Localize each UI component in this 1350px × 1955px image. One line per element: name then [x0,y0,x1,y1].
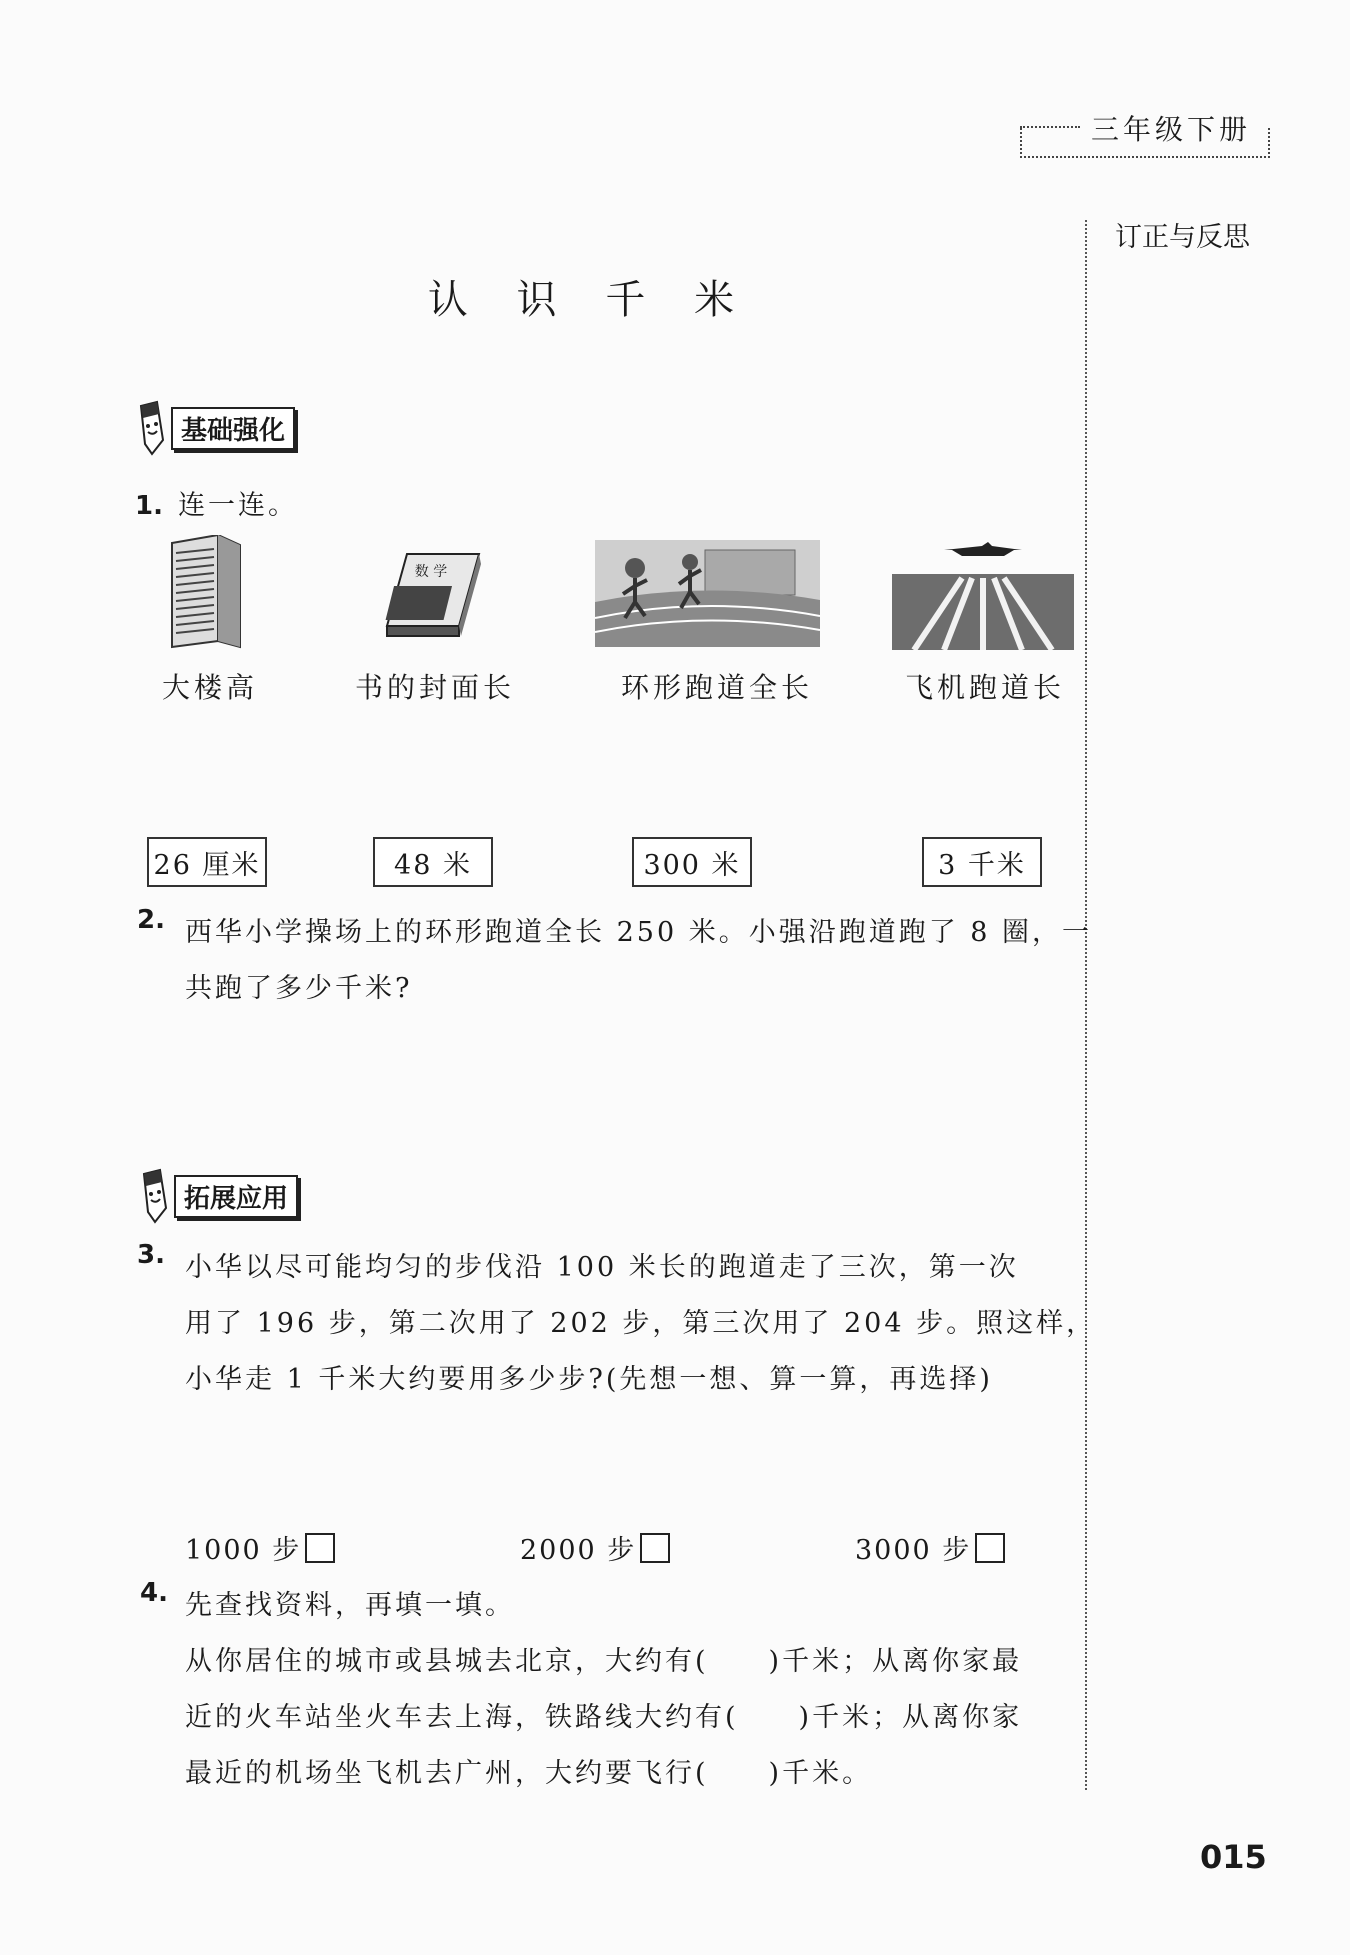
page-number: 015 [1200,1838,1267,1876]
page-title: 认 识 千 米 [427,277,753,323]
question-4-number: 4. [140,1578,168,1608]
question-1-prompt: 连一连。 [178,490,299,521]
pencil-icon [135,400,169,456]
airport-runway-image [892,538,1074,650]
question-2-line-2: 共跑了多少千米? [185,973,413,1004]
question-2-number: 2. [137,905,165,935]
item-label-track: 环形跑道全长 [620,671,813,704]
question-2 [137,905,165,935]
question-4-line-2 [185,1690,1022,1746]
building-image [168,535,244,650]
option-2000-label: 2000 步 [520,1535,637,1566]
unit-box-3km[interactable]: 3 千米 [922,837,1042,887]
pencil-icon [138,1168,172,1224]
option-1000[interactable] [185,1528,335,1567]
question-3-number: 3. [137,1240,165,1270]
option-2000-checkbox[interactable] [640,1533,670,1563]
option-1000-label: 1000 步 [185,1535,302,1566]
section-extend-label: 拓展应用 [174,1175,298,1218]
book-cover-text: 数 学 [414,564,448,580]
unit-box-26cm[interactable]: 26 厘米 [147,837,267,887]
question-4-prompt: 先查找资料，再填一填。 [185,1590,515,1621]
question-3 [137,1240,165,1270]
margin-divider [1085,220,1087,1790]
line-2-part-a: 近的火车站坐火车去上海，铁路线大约有( [185,1702,739,1733]
question-3-line-1: 小华以尽可能均匀的步伐沿 100 米长的跑道走了三次，第一次 [185,1252,1019,1283]
item-label-book: 书的封面长 [354,671,515,704]
option-3000[interactable] [855,1528,1005,1567]
section-basic [135,400,295,456]
question-3-line-3: 小华走 1 千米大约要用多少步?(先想一想、算一算，再选择) [185,1364,993,1395]
line-1-part-a: 从你居住的城市或县城去北京，大约有( [185,1646,709,1677]
unit-box-300m[interactable]: 300 米 [632,837,752,887]
section-basic-label: 基础强化 [171,407,295,450]
unit-box-48m[interactable]: 48 米 [373,837,493,887]
question-3-line-2: 用了 196 步，第二次用了 202 步，第三次用了 204 步。照这样， [185,1308,1097,1339]
option-1000-checkbox[interactable] [305,1533,335,1563]
question-4-line-3 [185,1746,872,1802]
question-2-line-1: 西华小学操场上的环形跑道全长 250 米。小强沿跑道跑了 8 圈，一 [185,917,1093,948]
option-3000-checkbox[interactable] [975,1533,1005,1563]
line-1-part-b: )千米；从离你家最 [768,1646,1023,1677]
item-label-runway: 飞机跑道长 [904,671,1065,704]
question-1-number: 1. [135,491,163,521]
line-3-part-a: 最近的机场坐飞机去广州，大约要飞行( [185,1758,709,1789]
reflection-label: 订正与反思 [1115,222,1250,253]
section-extend [138,1168,298,1224]
running-track-image [595,540,820,647]
item-label-building: 大楼高 [161,671,258,704]
question-4 [140,1578,168,1608]
option-2000[interactable] [520,1528,670,1567]
line-3-part-b: )千米。 [768,1758,873,1789]
grade-label: 三年级下册 [1085,108,1257,148]
math-book-image [383,550,483,640]
question-4-line-1 [185,1634,1022,1690]
question-1 [135,478,298,534]
line-2-part-b: )千米；从离你家 [798,1702,1023,1733]
option-3000-label: 3000 步 [855,1535,972,1566]
